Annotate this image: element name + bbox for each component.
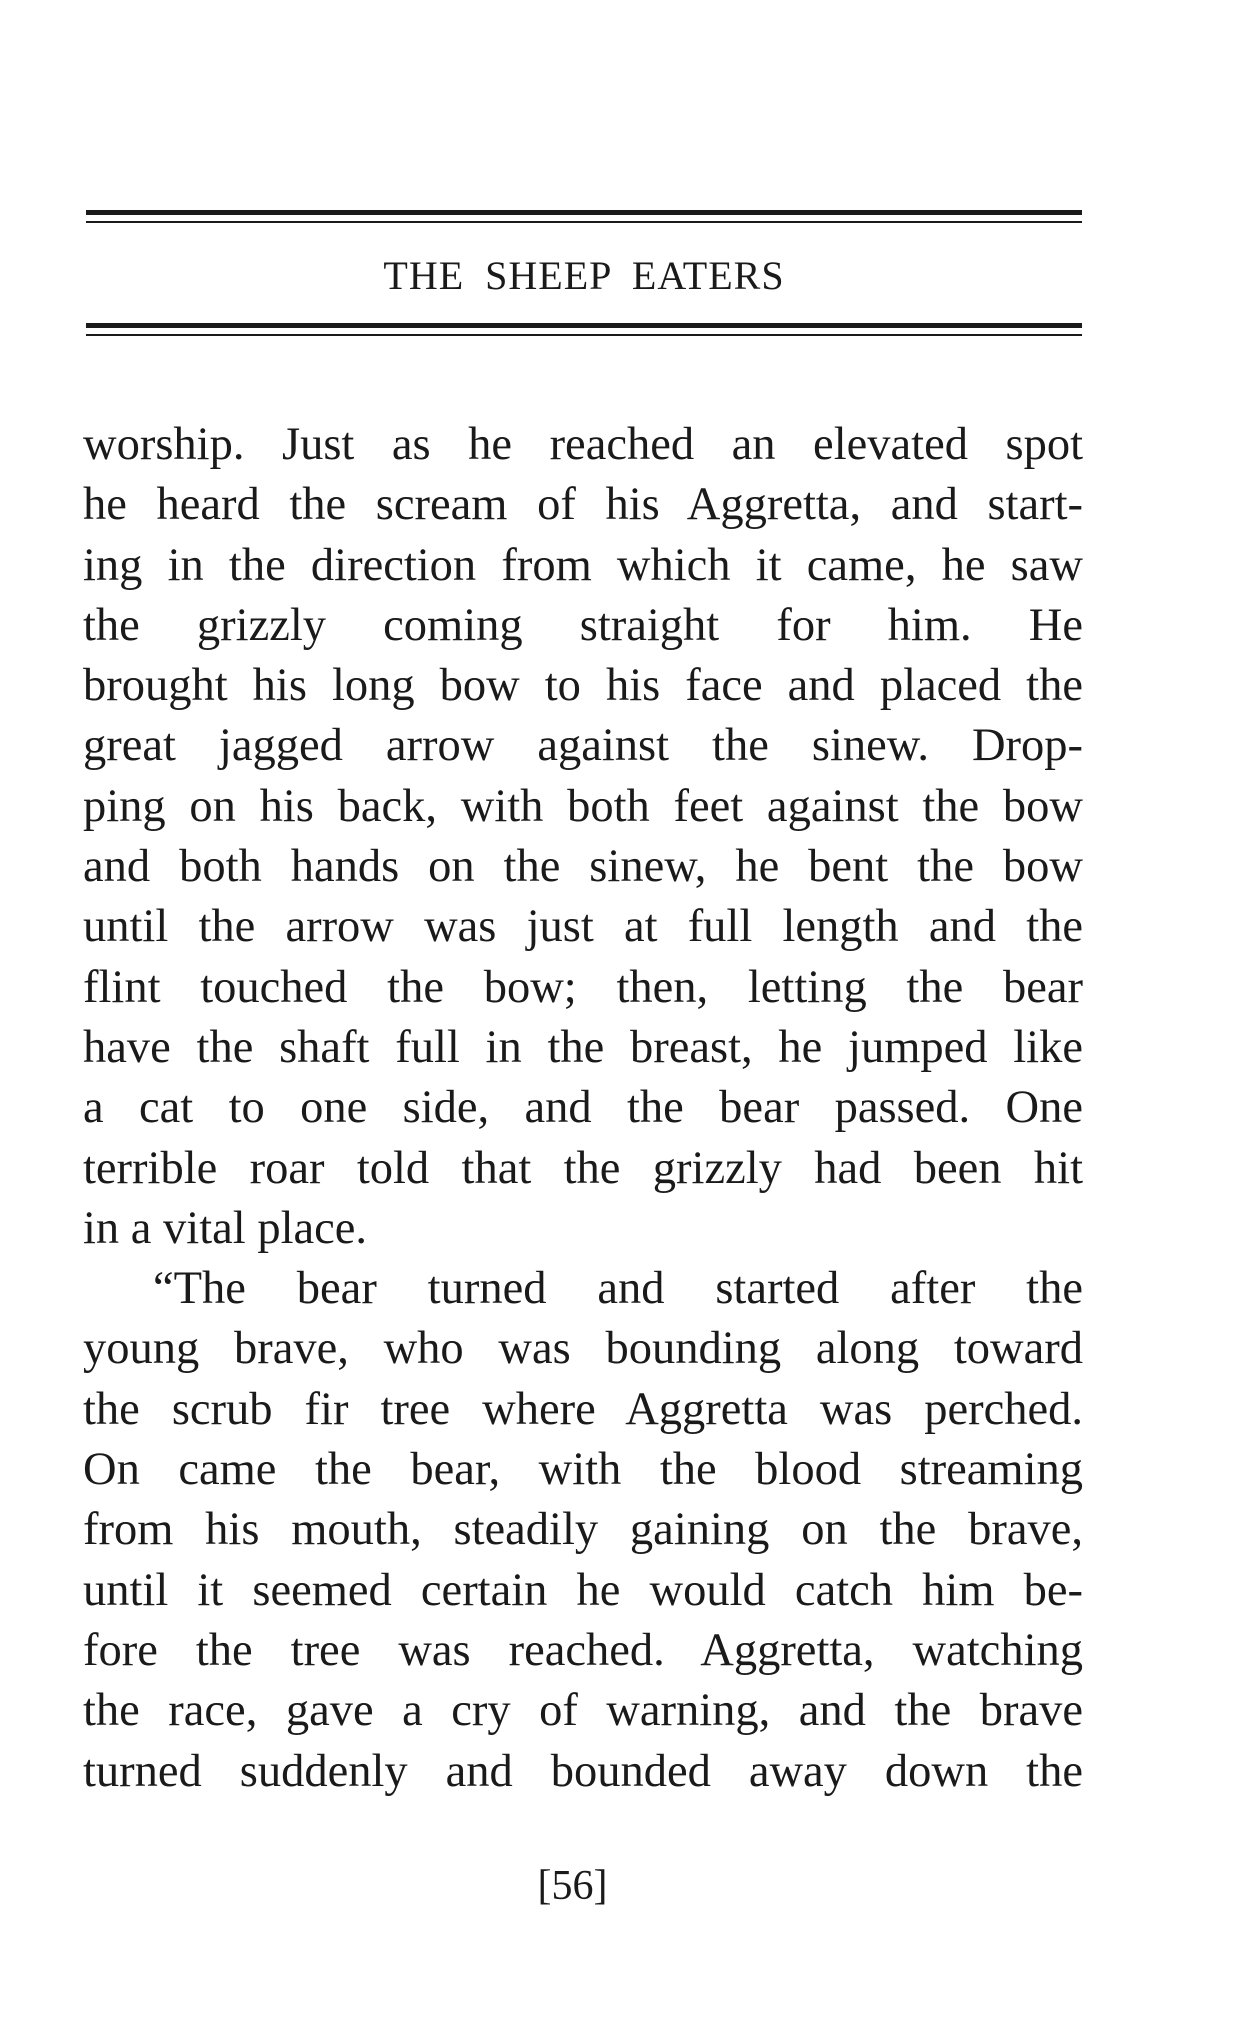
- text-line: he heard the scream of his Aggretta, and start-: [83, 479, 1083, 531]
- text-line: the race, gave a cry of warning, and the brave: [83, 1685, 1083, 1737]
- text-line: until it seemed certain he would catch him be-: [83, 1564, 1083, 1616]
- paragraph: [83, 1259, 1083, 1802]
- text-line: “The bear turned and started after the: [153, 1263, 1083, 1315]
- paragraph: [83, 415, 1083, 1259]
- text-line: On came the bear, with the blood streaming: [83, 1444, 1083, 1496]
- header-rule-bottom: [86, 323, 1082, 336]
- text-line: and both hands on the sinew, he bent the bow: [83, 841, 1083, 893]
- text-line: flint touched the bow; then, letting the bear: [83, 961, 1083, 1013]
- text-line: young brave, who was bounding along toward: [83, 1323, 1083, 1375]
- text-line: the grizzly coming straight for him. He: [83, 599, 1083, 651]
- header-rule-top: [86, 210, 1082, 223]
- text-line: worship. Just as he reached an elevated spot: [83, 419, 1083, 470]
- body-text: [83, 415, 1083, 1802]
- text-line: turned suddenly and bounded away down the: [83, 1745, 1083, 1797]
- page-number: [56]: [537, 1863, 608, 1909]
- text-line: from his mouth, steadily gaining on the brave,: [83, 1504, 1083, 1556]
- text-line: a cat to one side, and the bear passed. One: [83, 1082, 1083, 1134]
- text-line: great jagged arrow against the sinew. Drop-: [83, 720, 1083, 772]
- text-line: ing in the direction from which it came, he saw: [83, 539, 1083, 591]
- text-line: fore the tree was reached. Aggretta, watching: [83, 1624, 1083, 1676]
- text-line: terrible roar told that the grizzly had been hit: [83, 1142, 1083, 1194]
- text-line: the scrub fir tree where Aggretta was perched.: [83, 1383, 1083, 1435]
- text-line: until the arrow was just at full length and the: [83, 901, 1083, 953]
- text-line: in a vital place.: [83, 1202, 368, 1254]
- running-title: THE SHEEP EATERS: [383, 253, 785, 298]
- text-line: brought his long bow to his face and placed the: [83, 660, 1083, 712]
- text-line: ping on his back, with both feet against the bow: [83, 780, 1083, 832]
- text-line: have the shaft full in the breast, he jumped like: [83, 1021, 1083, 1073]
